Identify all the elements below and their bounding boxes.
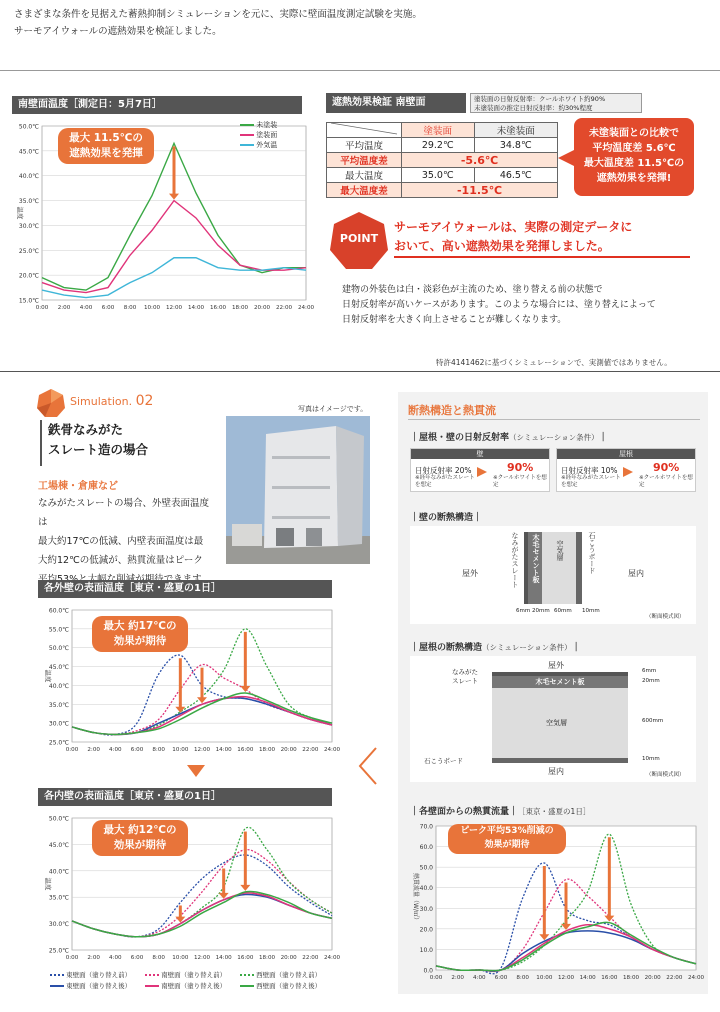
roof-dim-3: 600mm: [642, 718, 664, 724]
wall-dim-1: 6mm: [516, 608, 531, 614]
x-tick-label: 24:00: [323, 955, 341, 961]
wall-struct-header: ｜壁の断熱構造｜: [410, 513, 483, 523]
wall-inside-label: 屋内: [628, 569, 644, 578]
x-tick-label: 20:00: [280, 955, 297, 961]
sim-subtitle: 工場棟・倉庫など: [38, 481, 118, 492]
y-tick-label: 30.0℃: [48, 921, 69, 929]
x-tick-label: 8:00: [516, 975, 529, 981]
x-tick-label: 6:00: [101, 305, 115, 311]
down-arrow-icon: [187, 765, 205, 777]
wall-dim-4: 10mm: [582, 608, 600, 614]
intro-line-1: さまざまな条件を見据えた蓄熱抑制シミュレーションを元に、実際に壁面温度測定試験を実施。: [14, 9, 422, 20]
flow-callout-2: 効果が期待: [484, 840, 530, 850]
y-tick-label: 40.0℃: [48, 868, 69, 876]
y-tick-label: 45.0℃: [48, 841, 69, 849]
legend-painted: 塗装面: [240, 130, 277, 140]
inner-wall-chart-svg: [38, 808, 341, 966]
y-tick-label: 40.0℃: [18, 173, 39, 181]
panel-title: 断熱構造と熱貫流: [408, 404, 496, 417]
y-tick-label: 0.0: [423, 967, 433, 975]
y-tick-label: 50.0: [419, 864, 433, 872]
x-tick-label: 14:00: [215, 955, 232, 961]
wall-reflect-label: 壁: [411, 449, 549, 459]
y-tick-label: 25.0℃: [48, 739, 69, 747]
inner-wall-chart: [38, 808, 341, 966]
roof-layer3-label: 空気層: [546, 719, 567, 727]
y-tick-label: 25.0℃: [48, 947, 69, 955]
roof-struct-diagram: [410, 656, 696, 782]
x-tick-label: 10:00: [536, 975, 553, 981]
y-tick-label: 50.0℃: [18, 123, 39, 131]
x-tick-label: 6:00: [130, 747, 144, 753]
legend-south-after: 南壁面（塗り替え後）: [145, 981, 240, 992]
wall-after: 90%: [507, 461, 534, 474]
point-line-2: おいて、高い遮熱効果を発揮しました。: [394, 239, 610, 253]
x-tick-label: 0:00: [65, 747, 79, 753]
legend-east-before: 東壁面（塗り替え前）: [50, 970, 145, 981]
outer-wall-chart: [38, 600, 341, 758]
y-tick-label: 55.0℃: [48, 626, 69, 634]
divider-2: [0, 371, 720, 372]
verify-body: [342, 283, 712, 328]
y-tick-label: 30.0℃: [18, 222, 39, 230]
inner-wall-callout: [92, 820, 188, 856]
y-tick-label: 50.0℃: [48, 815, 69, 823]
point-icon: [328, 210, 390, 272]
arrow-right-icon: [623, 467, 633, 477]
x-tick-label: 2:00: [87, 747, 100, 753]
x-tick-label: 14:00: [187, 305, 205, 311]
wall-layer1-label: なみがたスレート: [511, 532, 519, 588]
x-tick-label: 0:00: [65, 955, 79, 961]
x-tick-label: 14:00: [215, 747, 232, 753]
y-tick-label: 15.0℃: [18, 297, 39, 305]
y-axis-label: 温度: [16, 206, 24, 220]
legend-outdoor: 外気温: [240, 140, 277, 150]
roof-reflect-label: 屋根: [557, 449, 695, 459]
y-tick-label: 45.0℃: [48, 664, 69, 672]
roof-schematic-note: （断面模式図）: [646, 772, 685, 778]
x-tick-label: 24:00: [297, 305, 315, 311]
x-tick-label: 6:00: [130, 955, 144, 961]
badge-line-3: 最大温度差 11.5℃の: [583, 158, 685, 169]
x-tick-label: 10:00: [143, 305, 161, 311]
badge-line-4: 遮熱効果を発揮!: [596, 173, 672, 184]
wall-layer4-label: 石こうボード: [588, 532, 596, 574]
y-tick-label: 25.0℃: [18, 247, 39, 255]
roof-after: 90%: [653, 461, 680, 474]
sim-label-text: Simulation.: [70, 395, 133, 408]
verify-note-2: 未塗装面の推定日射反射率：約30%程度: [474, 104, 593, 112]
roof-dim-1: 6mm: [642, 668, 657, 674]
wall-before: 日射反射率 20%: [415, 466, 472, 475]
col-painted: 塗装面: [402, 123, 475, 138]
x-tick-label: 24:00: [687, 975, 705, 981]
sim-number: 02: [135, 393, 154, 409]
roof-dim-4: 10mm: [642, 756, 660, 762]
wall-layer2-label: 木毛セメント板: [532, 534, 540, 583]
x-tick-label: 12:00: [193, 955, 211, 961]
wall-outside-label: 屋外: [462, 569, 478, 578]
roof-struct-header: ｜屋根の断熱構造（シミュレーション条件）｜: [410, 643, 581, 653]
x-tick-label: 18:00: [231, 305, 249, 311]
row-avg-diff-label: 平均温度差: [327, 153, 402, 168]
verify-note-1: 塗装面の日射反射率：クールホワイト約90%: [474, 95, 606, 103]
x-tick-label: 18:00: [622, 975, 640, 981]
x-tick-label: 8:00: [123, 305, 137, 311]
south-wall-header: 南壁面温度［測定日：5月7日］: [12, 96, 302, 114]
row-avg-temp-label: 平均温度: [327, 138, 402, 153]
flow-header: ｜各壁面からの熱貫流量｜［東京・盛夏の1日］: [410, 807, 591, 817]
x-tick-label: 12:00: [165, 305, 183, 311]
south-wall-legend: [240, 120, 277, 150]
outer-callout-2: 効果が期待: [113, 635, 167, 647]
x-tick-label: 16:00: [237, 955, 254, 961]
wall-dim-3: 60mm: [554, 608, 572, 614]
effect-badge: [574, 118, 694, 196]
x-tick-label: 0:00: [429, 975, 443, 981]
body-line-1: 建物の外装色は白・淡彩色が主流のため、塗り替える前の状態で: [342, 285, 603, 295]
roof-outside-label: 屋外: [548, 661, 564, 670]
roof-before: 日射反射率 10%: [561, 466, 618, 475]
badge-pointer: [558, 150, 574, 166]
reflect-header: ｜屋根・壁の日射反射率（シミュレーション条件）｜: [410, 433, 608, 443]
inner-callout-2: 効果が期待: [113, 839, 167, 851]
y-tick-label: 35.0℃: [48, 701, 69, 709]
body-line-2: 日射反射率が高いケースがあります。このような場合には、塗り替えによって: [342, 300, 656, 310]
diagonal-slash: [331, 123, 397, 134]
wall-struct-diagram: [410, 526, 696, 624]
y-tick-label: 60.0℃: [48, 607, 69, 615]
x-tick-label: 14:00: [579, 975, 596, 981]
flow-callout: [448, 824, 566, 854]
photo-note: 写真はイメージです。: [298, 405, 368, 413]
y-tick-label: 40.0℃: [48, 682, 69, 690]
verify-header: 遮熱効果検証 南壁面: [326, 93, 466, 113]
y-tick-label: 60.0: [419, 844, 433, 852]
chevron-left-icon: [356, 746, 380, 786]
legend-west-after: 西壁面（塗り替え後）: [240, 981, 340, 992]
y-tick-label: 20.0: [419, 926, 433, 934]
row-avg-diff-value: -5.6℃: [402, 153, 558, 168]
legend-south-before: 南壁面（塗り替え前）: [145, 970, 240, 981]
x-tick-label: 22:00: [666, 975, 683, 981]
x-tick-label: 6:00: [494, 975, 508, 981]
y-tick-label: 45.0℃: [18, 148, 39, 156]
y-axis-label: 温度: [44, 669, 52, 683]
building-photo: [226, 416, 370, 564]
outer-wall-chart-svg: [38, 600, 341, 758]
sim-desc: [38, 494, 218, 589]
outer-wall-callout: [92, 616, 188, 652]
x-tick-label: 4:00: [79, 305, 93, 311]
y-tick-label: 70.0: [419, 823, 433, 831]
callout-line-2: 遮熱効果を発揮: [69, 147, 143, 159]
legend-unpainted: 未塗装: [240, 120, 277, 130]
roof-layer4-label: 石こうボード: [424, 757, 463, 765]
south-wall-callout: [58, 128, 154, 164]
x-tick-label: 2:00: [451, 975, 464, 981]
row-max-temp-label: 最大温度: [327, 168, 402, 183]
y-tick-label: 10.0: [419, 946, 433, 954]
wall-layer3-label: 空気層: [556, 540, 564, 561]
sim-title-2: スレート造の場合: [48, 442, 149, 457]
badge-line-2: 平均温度差 5.6℃: [592, 143, 676, 154]
inner-wall-header: 各内壁の表面温度［東京・盛夏の1日］: [38, 788, 332, 806]
inner-callout-1: 最大 約12℃の: [103, 824, 177, 836]
panel-title-line: [408, 419, 700, 420]
col-unpainted: 未塗装面: [474, 123, 558, 138]
x-tick-label: 18:00: [258, 747, 276, 753]
divider: [0, 70, 720, 71]
desc-line-1: なみがたスレートの場合、外壁表面温度は: [38, 498, 210, 528]
roof-slate-label: なみがた スレート: [452, 668, 478, 685]
y-tick-label: 40.0: [419, 885, 433, 893]
x-tick-label: 20:00: [280, 747, 297, 753]
sim-title: [40, 420, 196, 466]
x-tick-label: 22:00: [302, 955, 319, 961]
effect-table: [326, 122, 558, 198]
row-max-temp-painted: 35.0℃: [402, 168, 475, 183]
desc-line-3: 大約12℃の低減が、熱貫流量はピーク: [38, 555, 203, 566]
wall-schematic-note: （断面模式図）: [646, 614, 685, 620]
x-tick-label: 12:00: [193, 747, 211, 753]
y-axis-label: 温度: [44, 877, 52, 891]
wall-reflect-box: [410, 448, 550, 492]
arrow-right-icon: [477, 467, 487, 477]
y-axis-label: 熱貫流量（W/㎡）: [412, 873, 419, 923]
insulation-panel: [398, 392, 708, 994]
x-tick-label: 20:00: [644, 975, 661, 981]
x-tick-label: 16:00: [237, 747, 254, 753]
legend-east-after: 東壁面（塗り替え後）: [50, 981, 145, 992]
y-tick-label: 50.0℃: [48, 645, 69, 653]
outer-callout-1: 最大 約17℃の: [103, 620, 177, 632]
x-tick-label: 10:00: [172, 955, 189, 961]
sim-legend: [50, 970, 350, 992]
y-tick-label: 30.0: [419, 905, 433, 913]
flow-callout-1: ピーク平均53%削減の: [460, 826, 554, 836]
outer-wall-header: 各外壁の表面温度［東京・盛夏の1日］: [38, 580, 332, 598]
x-tick-label: 22:00: [302, 747, 319, 753]
x-tick-label: 8:00: [152, 747, 165, 753]
wall-dim-2: 20mm: [532, 608, 550, 614]
point-line-1: サーモアイウォールは、実際の測定データに: [394, 220, 633, 234]
row-max-diff-value: -11.5℃: [402, 183, 558, 198]
x-tick-label: 16:00: [209, 305, 227, 311]
x-tick-label: 2:00: [87, 955, 100, 961]
x-tick-label: 4:00: [109, 747, 122, 753]
patent-note: 特許4141462に基づくシミュレーションで、実測値ではありません。: [436, 358, 672, 367]
y-tick-label: 20.0℃: [18, 272, 39, 280]
x-tick-label: 2:00: [57, 305, 71, 311]
x-tick-label: 24:00: [323, 747, 341, 753]
roof-dim-2: 20mm: [642, 678, 660, 684]
desc-line-2: 最大約17℃の低減、内壁表面温度は最: [38, 536, 204, 547]
sim-icon: [36, 388, 66, 418]
x-tick-label: 18:00: [258, 955, 276, 961]
x-tick-label: 8:00: [152, 955, 165, 961]
roof-reflect-box: [556, 448, 696, 492]
x-tick-label: 12:00: [557, 975, 575, 981]
x-tick-label: 0:00: [35, 305, 49, 311]
point-text: [394, 218, 690, 258]
intro-text: [14, 6, 422, 40]
roof-gypsum-layer: [492, 758, 628, 763]
x-tick-label: 4:00: [473, 975, 486, 981]
wall-before-note: ※経年なみがたスレートを想定: [415, 475, 475, 488]
intro-line-2: サーモアイウォールの遮熱効果を検証しました。: [14, 26, 222, 37]
y-tick-label: 30.0℃: [48, 720, 69, 728]
row-avg-temp-painted: 29.2℃: [402, 138, 475, 153]
row-max-temp-unpainted: 46.5℃: [474, 168, 558, 183]
y-tick-label: 35.0℃: [18, 198, 39, 206]
callout-line-1: 最大 11.5℃の: [69, 132, 143, 144]
verify-notes: [470, 93, 642, 113]
x-tick-label: 16:00: [601, 975, 618, 981]
roof-cement-layer: 木毛セメント板: [492, 676, 628, 688]
sim-title-1: 鉄骨なみがた: [48, 422, 124, 437]
x-tick-label: 22:00: [275, 305, 293, 311]
x-tick-label: 4:00: [109, 955, 122, 961]
body-line-3: 日射反射率を大きく向上させることが難しくなります。: [342, 315, 567, 325]
roof-after-note: ※クールホワイトを想定: [639, 475, 693, 488]
badge-line-1: 未塗装面との比較で: [589, 128, 679, 139]
legend-west-before: 西壁面（塗り替え前）: [240, 970, 340, 981]
point-label: POINT: [339, 232, 379, 245]
roof-before-note: ※経年なみがたスレートを想定: [561, 475, 621, 488]
row-max-diff-label: 最大温度差: [327, 183, 402, 198]
row-avg-temp-unpainted: 34.8℃: [474, 138, 558, 153]
y-tick-label: 35.0℃: [48, 894, 69, 902]
wall-gypsum-layer: [576, 532, 582, 604]
wall-after-note: ※クールホワイトを想定: [493, 475, 547, 488]
roof-inside-label: 屋内: [548, 767, 564, 776]
x-tick-label: 20:00: [253, 305, 271, 311]
sim-label: [70, 393, 153, 409]
x-tick-label: 10:00: [172, 747, 189, 753]
